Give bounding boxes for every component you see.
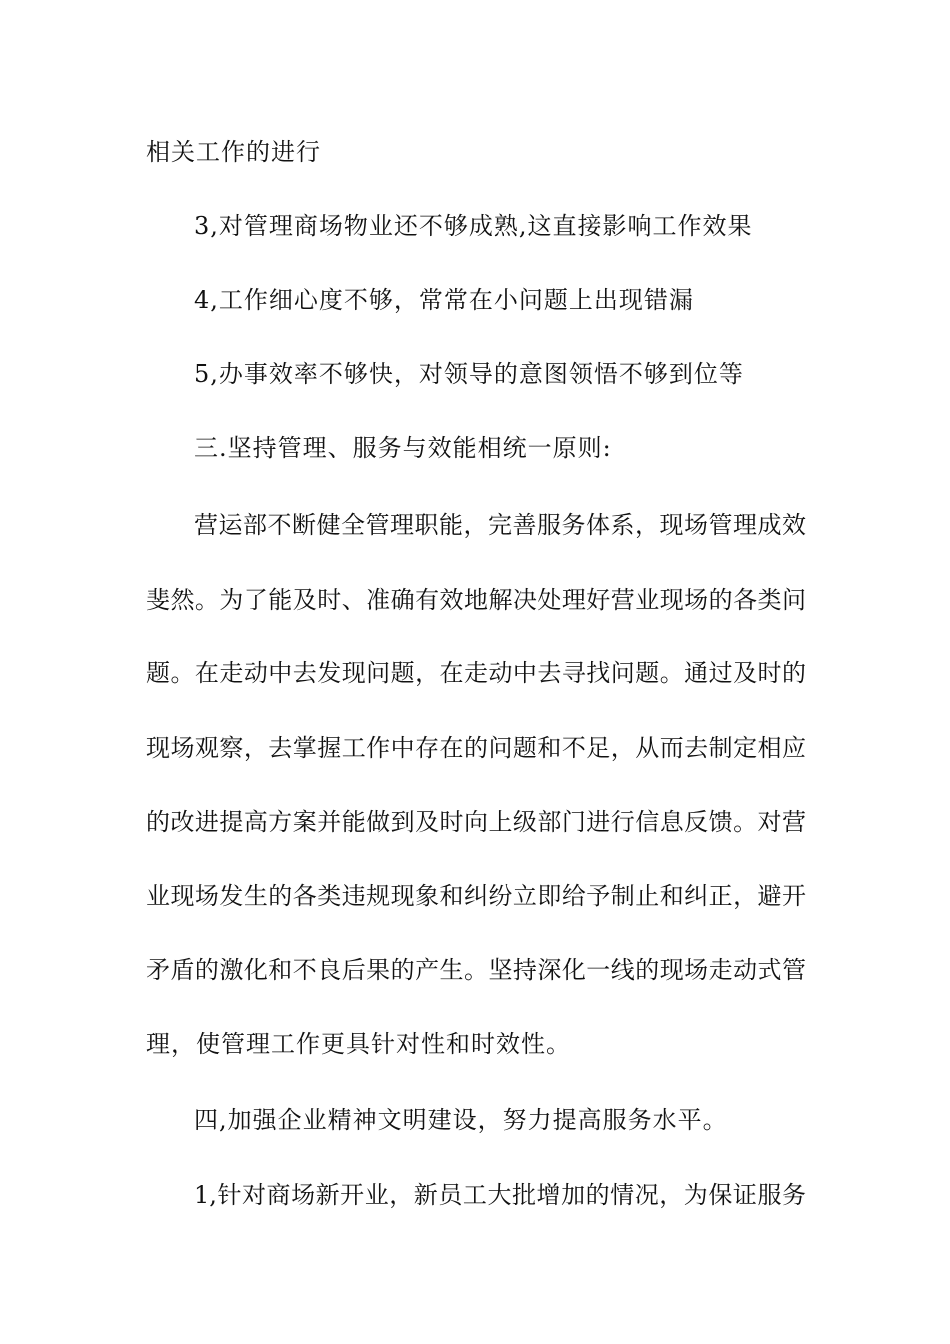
paragraph-line: 的改进提高方案并能做到及时向上级部门进行信息反馈。对营 bbox=[146, 808, 806, 836]
paragraph-line: 题。在走动中去发现问题，在走动中去寻找问题。通过及时的 bbox=[146, 659, 806, 687]
paragraph-line: 业现场发生的各类违规现象和纠纷立即给予制止和纠正，避开 bbox=[146, 882, 806, 910]
list-item: 3,对管理商场物业还不够成熟,这直接影响工作效果 bbox=[194, 212, 753, 240]
list-item: 4,工作细心度不够，常常在小问题上出现错漏 bbox=[194, 286, 694, 314]
paragraph-line: 营运部不断健全管理职能，完善服务体系，现场管理成效 bbox=[194, 511, 806, 539]
list-item: 1,针对商场新开业，新员工大批增加的情况，为保证服务 bbox=[194, 1181, 806, 1209]
paragraph-line: 理，使管理工作更具针对性和时效性。 bbox=[146, 1030, 571, 1058]
text-line: 相关工作的进行 bbox=[146, 138, 321, 166]
paragraph-line: 矛盾的激化和不良后果的产生。坚持深化一线的现场走动式管 bbox=[146, 956, 806, 984]
paragraph-line: 斐然。为了能及时、准确有效地解决处理好营业现场的各类问 bbox=[146, 586, 806, 614]
section-heading: 三.坚持管理、服务与效能相统一原则: bbox=[194, 434, 612, 462]
section-heading: 四,加强企业精神文明建设，努力提高服务水平。 bbox=[194, 1106, 728, 1134]
paragraph-line: 现场观察，去掌握工作中存在的问题和不足，从而去制定相应 bbox=[146, 734, 806, 762]
list-item: 5,办事效率不够快，对领导的意图领悟不够到位等 bbox=[194, 360, 744, 388]
